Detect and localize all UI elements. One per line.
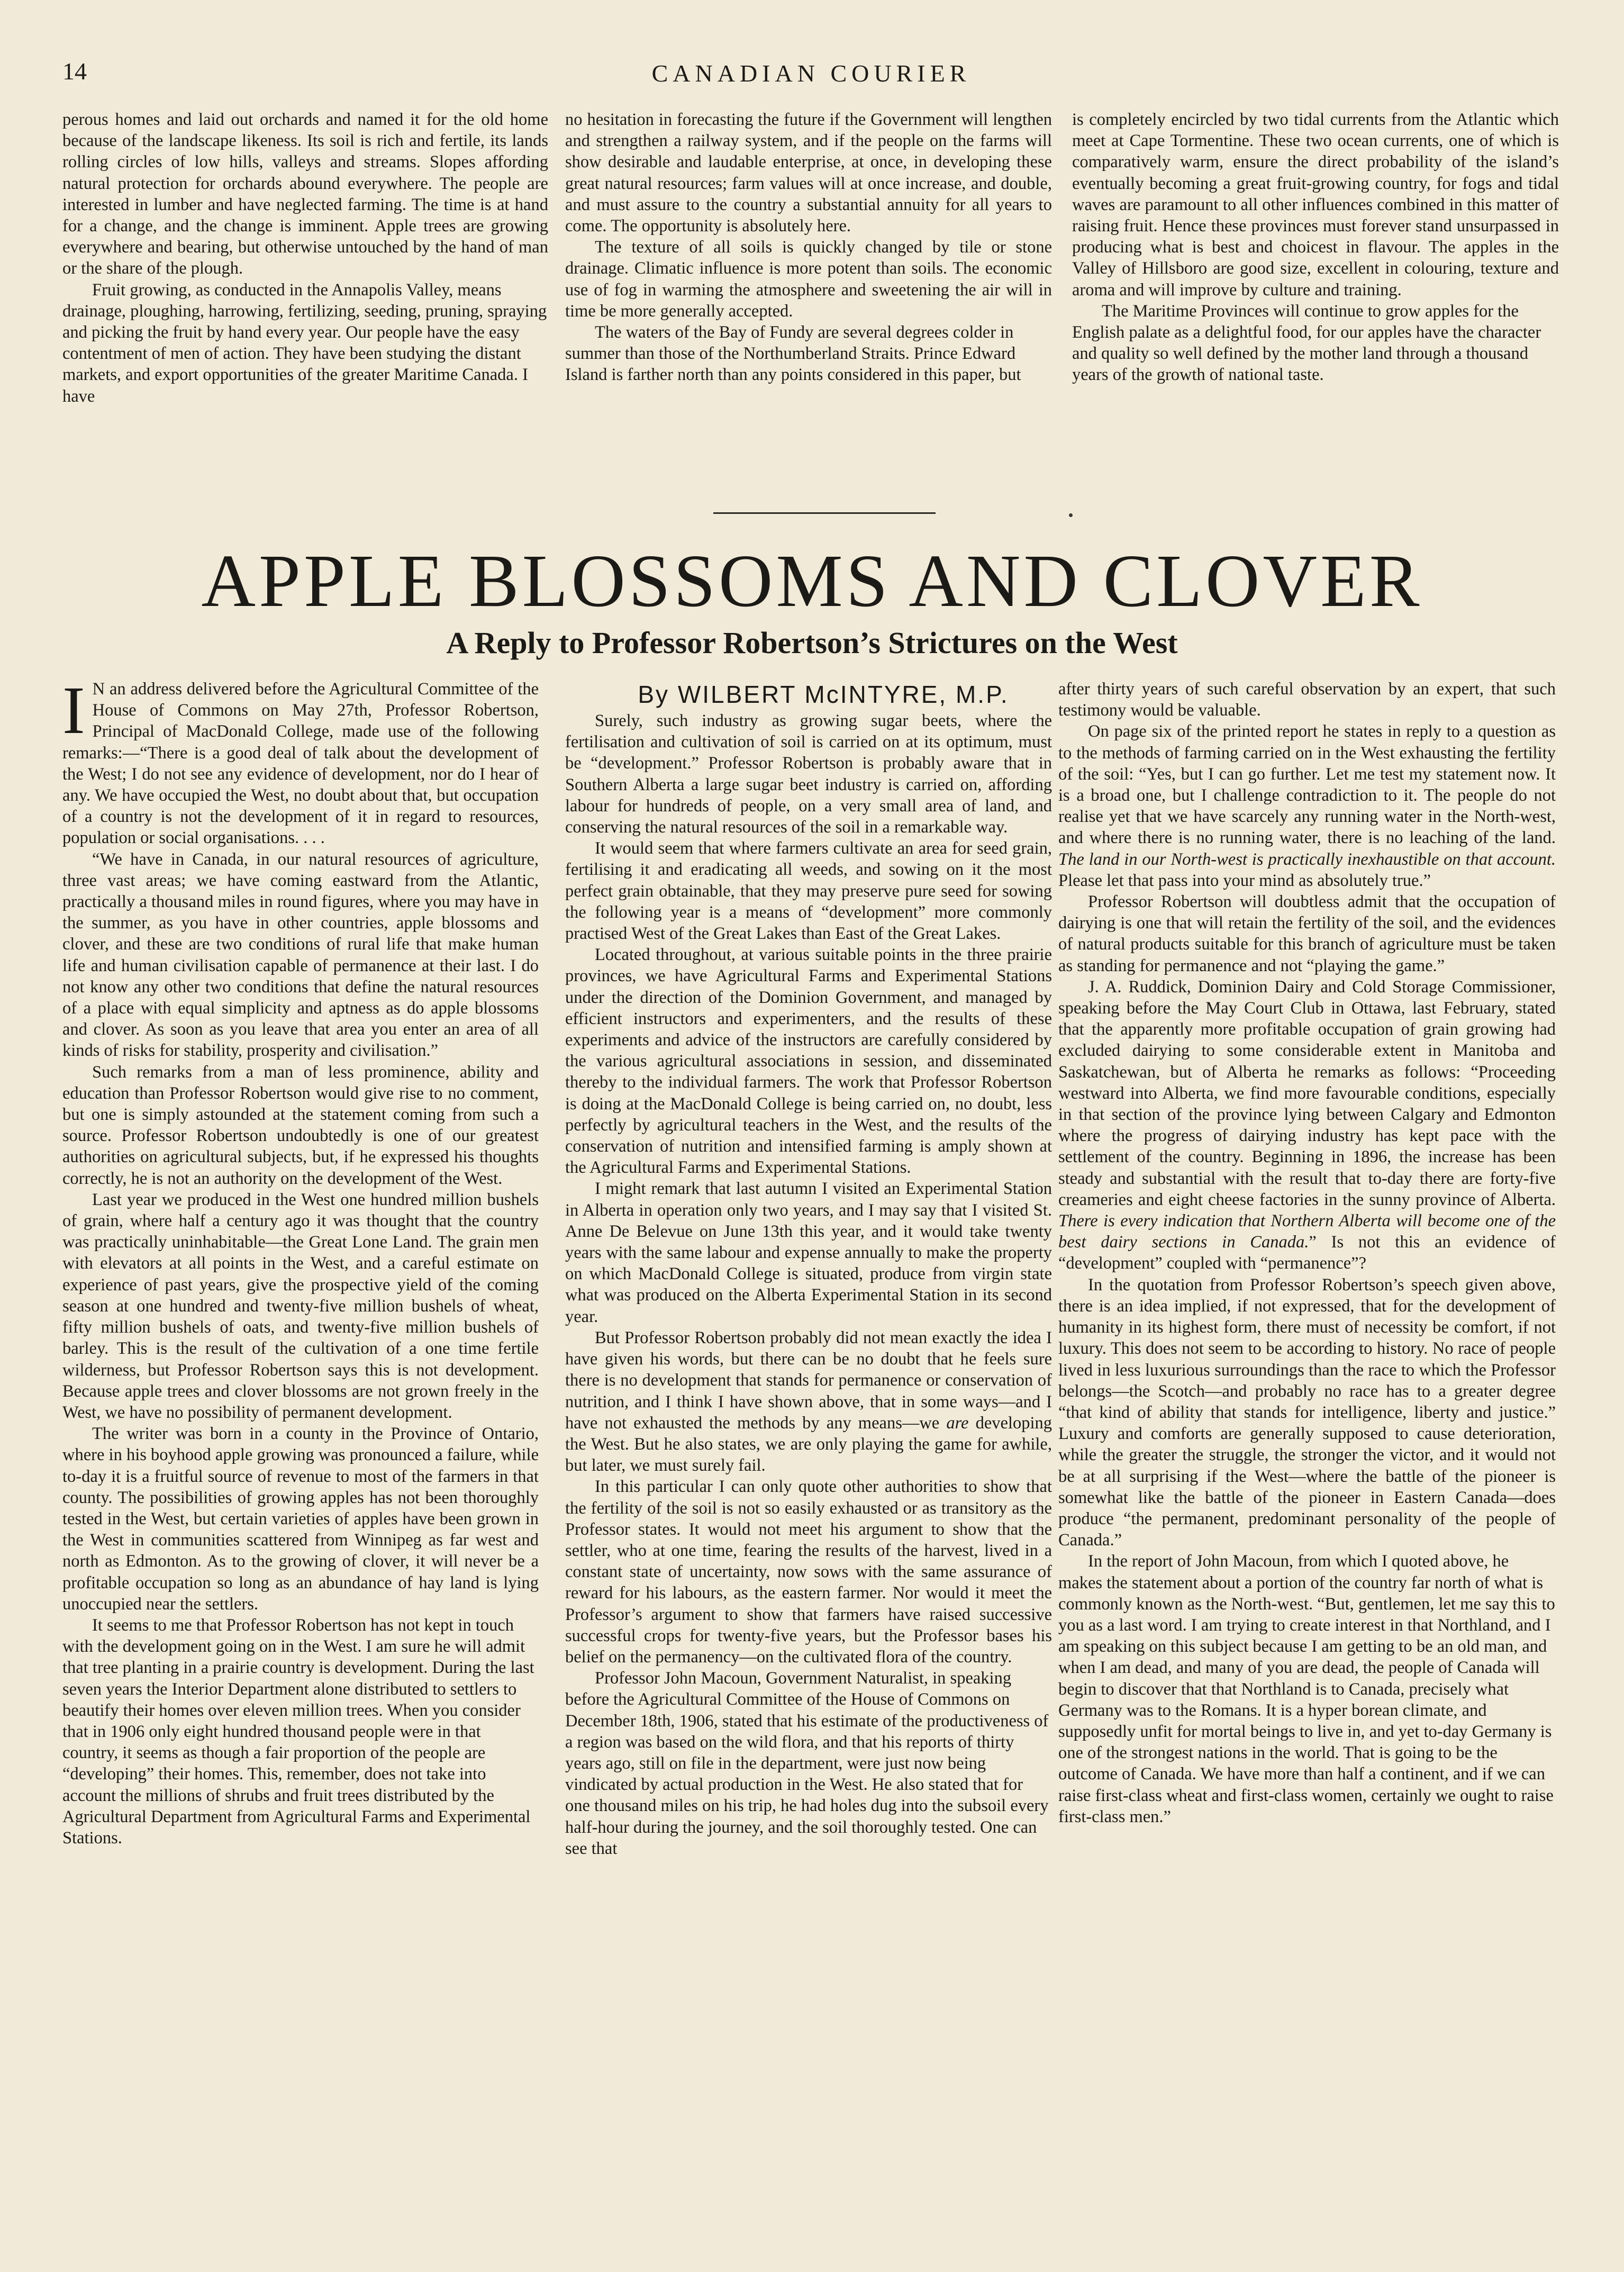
paragraph: after thirty years of such careful observation by an expert, that such testimony would be valuable. (1058, 680, 1556, 720)
paragraph: The writer was born in a county in the Province of Ontario, where in his boyhood apple growing was pronounced a failure, while to-day it is a fruitful source of revenue to most of the farmers in that county. The possibilities of growing apples has not been thoroughly tested in the West, but certain varieties of apples have been grown in the West in communities scattered from Winnipeg as far west and north as Edmonton. As to the growing of clover, it will never be a profitable occupation so long as an abundance of hay land is lying unoccupied near the settlers. (62, 1424, 539, 1614)
paragraph: I might remark that last autumn I visited an Experimental Station in Alberta in operation only two years, and I may say that I visited St. Anne De Belevue on June 13th this year, and it would take twenty years with the same labour and expense annually to make the property on which MacDonald College is situated, produce from virgin state what was produced on the Alberta Experimental Station in its second year. (565, 1179, 1052, 1326)
article-subheadline: A Reply to Professor Robertson’s Strictures on the West (446, 626, 1178, 660)
paragraph: “We have in Canada, in our natural resources of agriculture, three vast areas; we have coming eastward from the Atlantic, practically a thousand miles in round figures, where you may have in the summer, as you have in other countries, apple blossoms and clover, and these are two conditions of rural life that make human life and human civilisation capable of permanence at their last. I do not know any other two conditions that define the natural resources of a place with equal simplicity and aptness as do apple blossoms and clover. As soon as you leave that area you enter an area of all kinds of risks for stability, prosperity and civilisation.” (62, 849, 539, 1061)
paragraph: N an address delivered before the Agricultural Committee of the House of Commons on May 27th, Professor Robertson, Principal of MacDonald College, made use of the following remarks:—“There is a good deal of talk about the development of the West; I do not see any evidence of development, nor do I hear of any. We have occupied the West, no doubt about that, but occupation of a country is not the development of it in regard to resources, population or social organisations. . . . (62, 680, 539, 848)
page-number: 14 (62, 58, 87, 85)
drop-cap: I (62, 673, 85, 748)
running-head (62, 57, 1560, 89)
paragraph: The texture of all soils is quickly changed by tile or stone drainage. Climatic influence is more potent than soils. The economic use of fog in warming the atmosphere and sweetening the air will in time be more generally accepted. (565, 238, 1052, 321)
paragraph: In the report of John Macoun, from which I quoted above, he makes the statement about a portion of the country far north of what is commonly known as the North-west. “But, gentlemen, let me say this to you as a last word. I am trying to create interest in that Northland, and I am speaking on this subject because I am getting to be an old man, and when I am dead, and many of you are dead, the people of Canada will begin to discover that that Northland is to Canada, precisely what Germany was to the Romans. It is a hyper borean climate, and supposedly unfit for mortal beings to live in, and yet to-day Germany is one of the strongest nations in the world. That is going to be the outcome of Canada. We have more than half a continent, and if we can raise first-class wheat and first-class women, certainly we ought to raise first-class men.” (1058, 1552, 1555, 1826)
top-column-2 (565, 109, 1052, 386)
top-column-1 (62, 109, 548, 407)
paragraph: Located throughout, at various suitable points in the three prairie provinces, we have Agricultural Farms and Experimental Stations under the direction of the Dominion Government, and managed by efficient instructors and experimenters, and the results of these experiments and advice of the instructors are carefully considered by the various agricultural associations in session, and disseminated thereby to the individual farmers. The work that Professor Robertson is doing at the MacDonald College is being carried on, no doubt, less perfectly by agricultural teachers in the West, and the results of the conservation of nutrition and intensified farming is amply shown at the Agricultural Farms and Experimental Stations. (565, 945, 1052, 1178)
paragraph: It would seem that where farmers cultivate an area for seed grain, fertilising it and eradicating all weeds, and sowing on it the most perfect grain obtainable, that they may preserve pure seed for sowing the following year is a means of “development” more commonly practised West of the Great Lakes than East of the Great Lakes. (565, 839, 1052, 944)
paragraph: perous homes and laid out orchards and named it for the old home because of the landscape likeness. Its soil is rich and fertile, its lands rolling circles of low hills, valleys and streams. Slopes affording natural protection for orchards abound everywhere. The people are interested in lumber and have neglected farming. The time is at hand for a change, and the change is imminent. Apple trees are growing everywhere and bearing, but otherwise untouched by the hand of man or the share of the plough. (62, 110, 548, 278)
paragraph: In the quotation from Professor Robertson’s speech given above, there is an idea implied, if not expressed, that for the development of humanity in its highest form, there must of necessity be comfort, if not luxury. This does not seem to be according to history. No race of people lived in less luxurious surroundings than the race to which the Professor belongs—the Scotch—and probably no race has to a greater degree “that kind of ability that stands for intelligence, liberty and justice.” Luxury and comforts are generally supposed to cause deterioration, while the greater the struggle, the stronger the victor, and it would not be at all surprising if the West—where the battle of the pioneer is somewhat like the battle of the pioneer in Eastern Canada—does produce “the permanent, predominant personality of the people of Canada.” (1058, 1275, 1556, 1550)
paragraph: The Maritime Provinces will continue to grow apples for the English palate as a delightful food, for our apples have the character and quality so well defined by the mother land through a thousand years of the growth of national taste. (1072, 301, 1541, 385)
lead-paragraph (62, 673, 539, 1849)
paragraph: Such remarks from a man of less prominence, ability and education than Professor Robertson would give rise to no comment, but one is simply astounded at the statement coming from such a source. Professor Robertson undoubtedly is one of our greatest authorities on agricultural subjects, but, if he expressed his thoughts correctly, he is not an authority on the development of the West. (62, 1062, 539, 1188)
paragraph: J. A. Ruddick, Dominion Dairy and Cold Storage Commissioner, speaking before the May Court Club in Ottawa, last February, stated that the apparently more profitable occupation of grain growing had excluded dairying to some considerable extent in Manitoba and Saskatchewan, but of Alberta he remarks as follows: “Proceeding westward into Alberta, we find more favourable conditions, especially in that section of the province lying between Calgary and Edmonton where the progress of dairying industry has kept pace with the settlement of the country. Beginning in 1896, the increase has been steady and substantial with the result that to-day there are forty-five creameries and eight cheese factories in the sunny province of Alberta. There is every indication that Northern Alberta will become one of the best dairy sections in Canada.” Is not this an evidence of “development” coupled with “permanence”? (1058, 977, 1556, 1273)
paragraph: Professor Robertson will doubtless admit that the occupation of dairying is one that will retain the fertility of the soil, and the evidences of natural products suitable for this branch of agriculture must be taken as standing for permanence and not “playing the game.” (1058, 892, 1556, 975)
paragraph: Professor John Macoun, Government Naturalist, in speaking before the Agricultural Committee of the House of Commons on December 18th, 1906, stated that his estimate of the productiveness of a region was based on the wild flora, and that his reports of thirty years ago, still on file in the department, were just now being vindicated by actual production in the West. He also stated that for one thousand miles on his trip, he had holes dug into the subsoil every half-hour during the journey, and the soil thoroughly tested. One can see that (565, 1669, 1049, 1858)
journal-title: CANADIAN COURIER (651, 60, 971, 87)
emphasis: are (946, 1413, 969, 1433)
divider-ornament (1069, 513, 1073, 517)
paragraph: But Professor Robertson probably did not mean exactly the idea I have given his words, but there can be no doubt that he feels sure there is no development that stands for permanence or conservation of nutrition, and I think I have shown above, that in some ways—and I have not exhausted the methods by any means—we are developing the West. But he also states, we are only playing the game for awhile, but later, we must surely fail. (565, 1328, 1052, 1476)
paragraph: In this particular I can only quote other authorities to show that the fertility of the soil is not so easily exhausted or as transitory as the Professor states. It would not meet his argument to show that the settler, who at one time, fearing the results of the harvest, lived in a constant state of uncertainty, now sows with the same assurance of reward for his labours, as the eastern farmer. Nor would it meet the Professor’s argument to show that farmers have raised successive successful crops for twenty-five years, but the Professor bases his belief on the permanency—on the cultivated flora of the country. (565, 1477, 1052, 1667)
paragraph: no hesitation in forecasting the future if the Government will lengthen and strengthen a railway system, and if the people on the farms will show desirable and laudable enterprise, at once, in developing these great natural resources; farm values will at once increase, and double, and must assure to the country a substantial annuity for all years to come. The opportunity is absolutely here. (565, 110, 1052, 236)
column-2-body (565, 710, 1052, 1859)
article-column-2 (565, 678, 1052, 1859)
paragraph: The waters of the Bay of Fundy are several degrees colder in summer than those of the Northumberland Straits. Prince Edward Island is farther north than any points considered in this paper, but (565, 323, 1021, 385)
section-divider (713, 512, 936, 514)
emphasis: There is every indication that Northern Alberta will become one of the best dairy sections in Canada. (1058, 1211, 1556, 1252)
paragraph: On page six of the printed report he states in reply to a question as to the methods of farming carried on in the West exhausting the fertility of the soil: “Yes, but I can go further. Let me test my statement now. It is a broad one, but I challenge contradiction to it. The people do not realise yet that we have scarcely any running water in the North-west, and where there is no running water, there is no leaching of the land. The land in our North-west is practically inexhaustible on that account. Please let that pass into your mind as absolutely true.” (1058, 722, 1556, 890)
top-column-3 (1072, 109, 1559, 386)
paragraph: It seems to me that Professor Robertson has not kept in touch with the development going on in the West. I am sure he will admit that tree planting in a prairie country is development. During the last seven years the Interior Department alone distributed to settlers to beautify their homes over eleven million trees. When you consider that in 1906 only eight hundred thousand people were in that country, it seems as though a fair proportion of the people are “developing” their homes. This, remember, does not take into account the millions of shrubs and fruit trees distributed by the Agricultural Department from Agricultural Farms and Experimental Stations. (62, 1615, 534, 1848)
article-column-3 (1058, 678, 1556, 1827)
paragraph: is completely encircled by two tidal currents from the Atlantic which meet at Cape Tormentine. These two ocean currents, one of which is comparatively warm, ensure the direct probability of the island’s eventually becoming a great fruit-growing country, for fogs and tidal waves are paramount to all other influences combined in this matter of raising fruit. Hence these provinces must forever stand unsurpassed in producing what is best and choicest in flavour. The apples in the Valley of Hillsboro are good size, excellent in colouring, texture and aroma and will improve by culture and training. (1072, 110, 1559, 300)
column-1-body (62, 673, 539, 1849)
byline: By WILBERT McINTYRE, M.P. (638, 681, 1009, 708)
paragraph: Surely, such industry as growing sugar beets, where the fertilisation and cultivation of soil is carried on at its optimum, must be “development.” Professor Robertson is probably aware that in Southern Alberta a large sugar beet industry is carried on, affording labour for hundreds of people, on a very small area of land, and conserving the natural resources of the soil in a remarkable way. (565, 711, 1052, 837)
emphasis: The land in our North-west is practically inexhaustible on that account. (1058, 849, 1556, 869)
paragraph: Fruit growing, as conducted in the Annapolis Valley, means drainage, ploughing, harrowing, fertilizing, seeding, pruning, spraying and picking the fruit by hand every year. Our people have the easy contentment of men of action. They have been studying the distant markets, and export opportunities of the greater Maritime Canada. I have (62, 280, 547, 406)
paragraph: Last year we produced in the West one hundred million bushels of grain, where half a century ago it was thought that the country was practically uninhabitable—the Great Lone Land. The grain men with elevators at all points in the West, and a careful estimate on experience of past years, give the prospective yield of the coming season at one hundred and twenty-five million bushels of wheat, fifty million bushels of oats, and twenty-five million bushels of barley. This is the result of the cultivation of a one time fertile wilderness, but Professor Robertson says this is not development. Because apple trees and clover blossoms are not grown freely in the West, we have no possibility of permanent development. (62, 1190, 539, 1422)
article-headline: APPLE BLOSSOMS AND CLOVER (201, 539, 1423, 622)
article-column-1 (62, 673, 539, 1849)
